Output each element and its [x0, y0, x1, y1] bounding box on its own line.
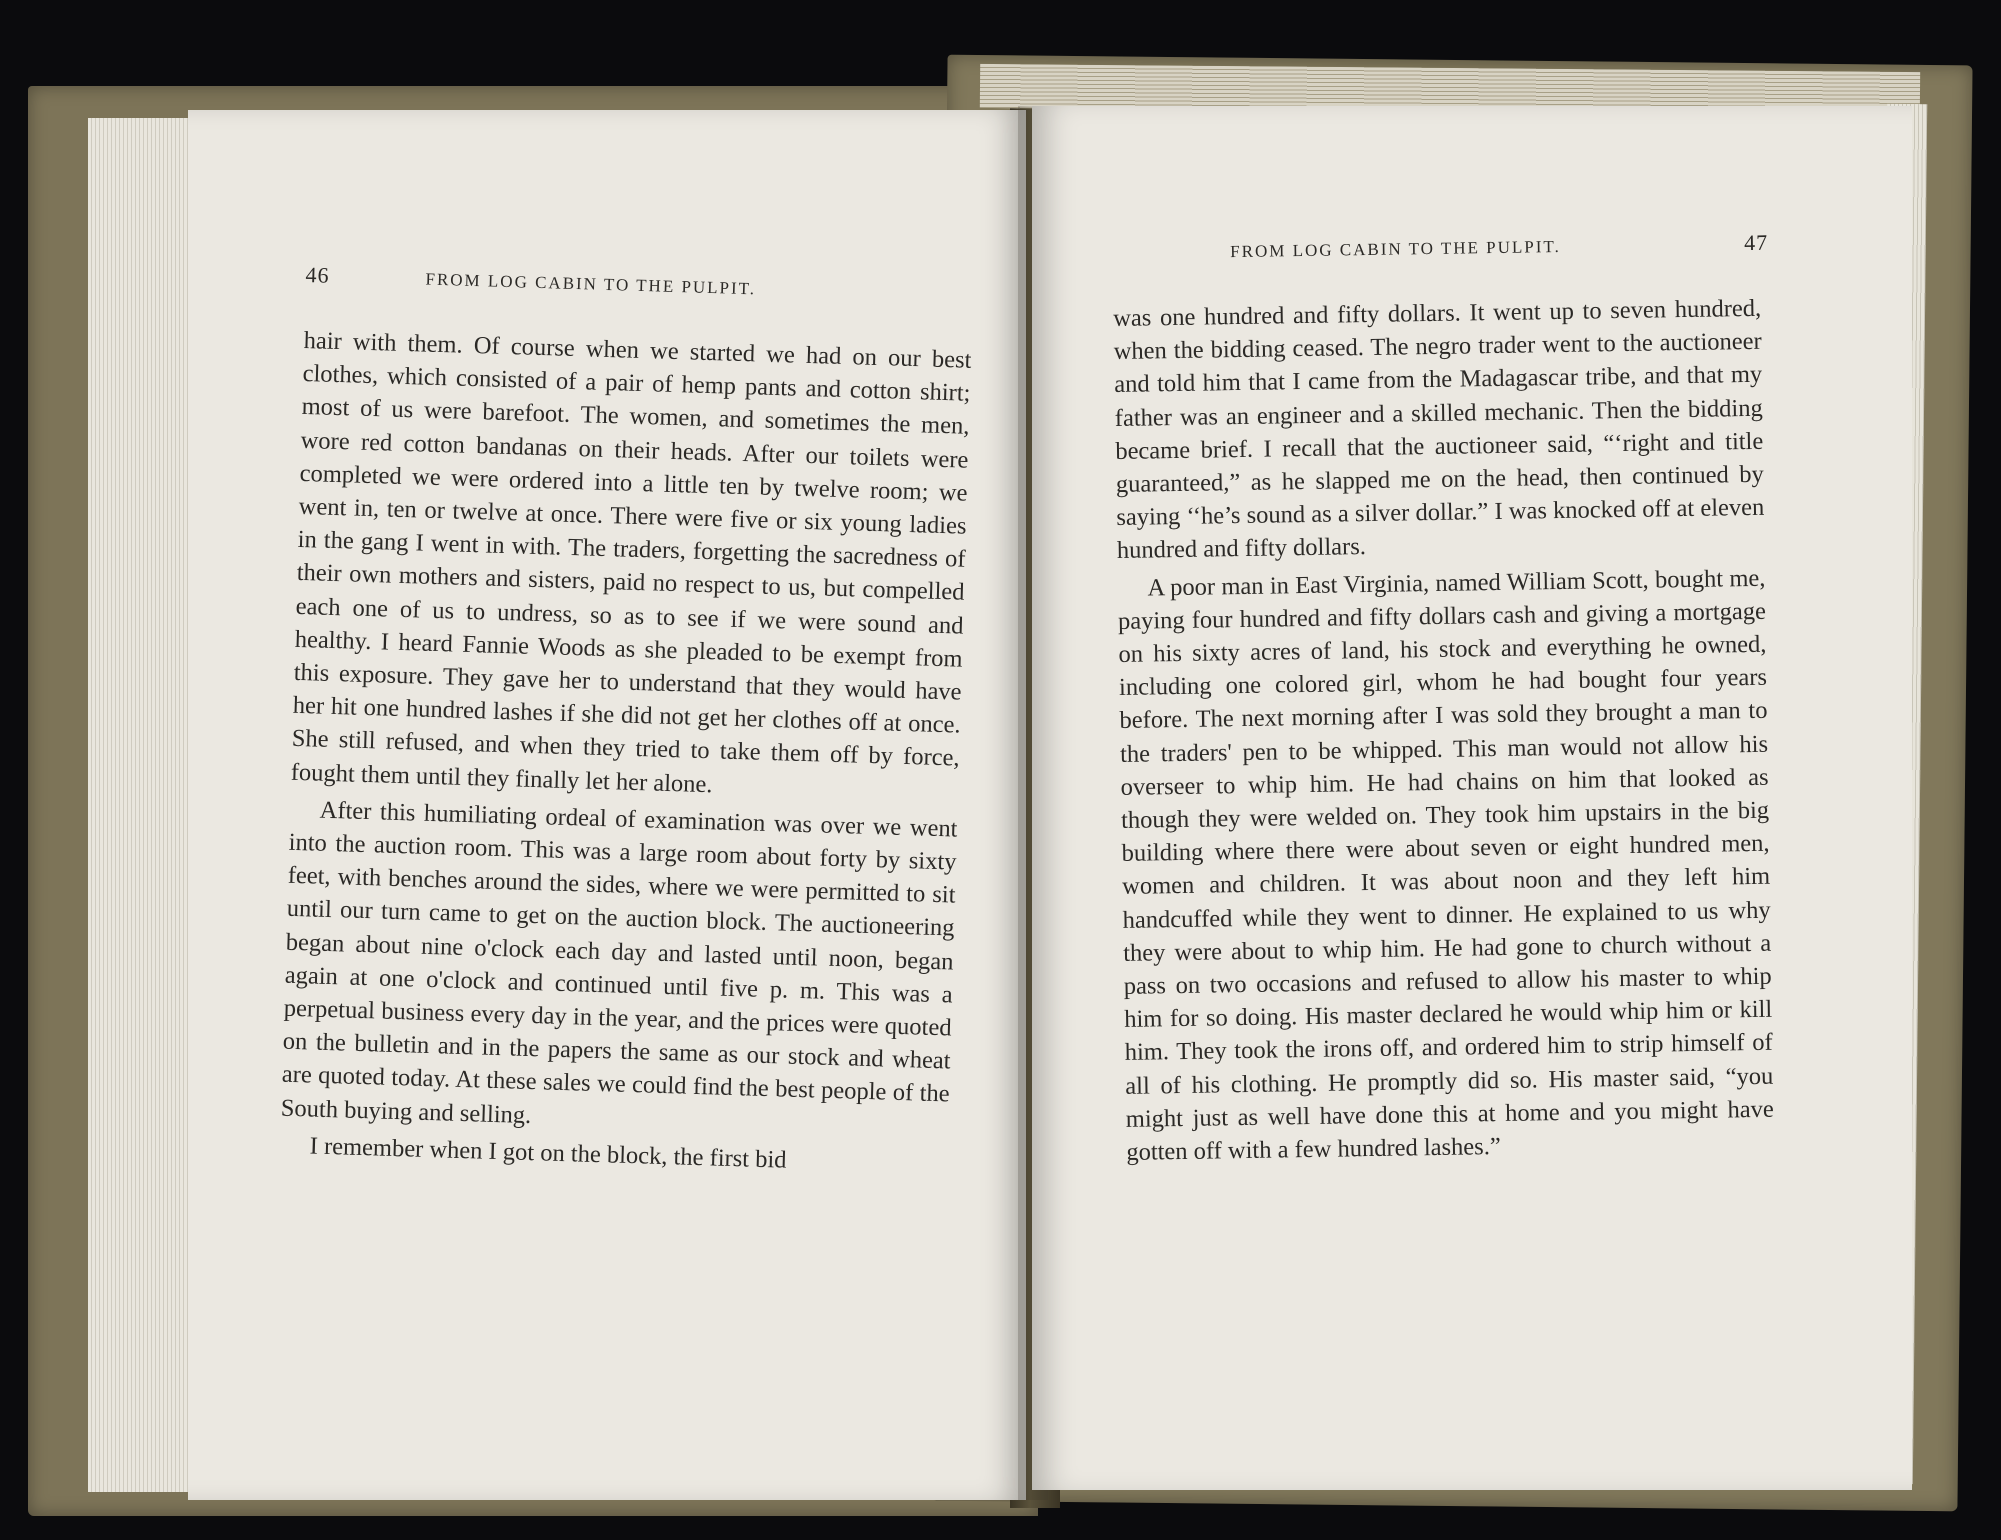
page-number: 47 — [1743, 229, 1769, 256]
page-number: 46 — [305, 262, 330, 288]
paragraph: hair with them. Of course when we started we had on our best clothes, which consisted of a pair of hemp pants and cotton shirt; most of us were barefoot. The women, and sometimes the men, wore red cotton bandanas on their heads. After our toilets were completed we were ordered into a little ten by twelve room; we went in, ten or twelve at once. There were five or six young ladies in the gang I went in with. The traders, forgetting the sacredness of their own mothers and sisters, paid no respect to us, but compelled each one of us to undress, so as to see if we were sound and healthy. I heard Fannie Woods as she pleaded to be exempt from this exposure. They gave her to understand that they would have her hit one hundred lashes if she did not get her clothes off at once. She still refused, and when they tried to take them off by force, fought them until they finally let her alone. — [290, 326, 972, 798]
left-page-text — [279, 262, 973, 1181]
paragraph: I remember when I got on the block, the first bid — [309, 1132, 787, 1174]
left-page — [188, 110, 1026, 1500]
running-head: FROM LOG CABIN TO THE PULPIT. — [1230, 236, 1561, 262]
right-page — [1032, 106, 1912, 1490]
left-page-header — [305, 262, 974, 320]
right-page-text — [1112, 230, 1775, 1169]
paragraph: After this humiliating ordeal of examination was over we went into the auction room. This was a large room about forty by sixty feet, with benches around the sides, where we were permitted to sit until our turn came to get on the auction block. The auctioneering began about nine o'clock each day and lasted until noon, began again at one o'clock and continued until five p. m. This was a perpetual business every day in the year, and the prices were quoted on the bulletin and in the papers the same as our stock and wheat are quoted today. At these sales we could find the best people of the South buying and selling. — [280, 796, 958, 1129]
running-head: FROM LOG CABIN TO THE PULPIT. — [425, 269, 757, 299]
paragraph: was one hundred and fifty dollars. It went up to seven hundred, when the bidding ceased. The negro trader went to the auctioneer and told him that I came from the Madagascar tribe, and that my father was an engineer and a skilled mechanic. Then the bidding became brief. I recall that the auctioneer said, “‘right and title guaranteed,” as he slapped me on the head, then continued by saying ‘‘he’s sound as a silver dollar.” I was knocked off at eleven hundred and fifty dollars. — [1113, 294, 1765, 565]
paragraph: A poor man in East Virginia, named William Scott, bought me, paying four hundred and fifty dollars cash and giving a mortgage on his sixty acres of land, his stock and everything he owned, including one colored girl, whom he had bought four years before. The next morning after I was sold they brought a man to the traders' pen to be whipped. This man would not allow his overseer to whip him. He had chains on him that looked as though they were welded on. They took him upstairs in the big building where there were about seven or eight hundred men, women and children. It was about noon and they left him handcuffed while they went to dinner. He explained to us why they were about to whip him. He had gone to church without a pass on two occasions and refused to allow his master to whip him for so doing. His master declared he would whip him or kill him. They took the irons off, and ordered him to strip himself of all of his clothing. He promptly did so. His master said, “you might just as well have done this at home and you might have gotten off with a few hundred lashes.” — [1117, 564, 1774, 1166]
right-page-header — [1112, 229, 1769, 278]
